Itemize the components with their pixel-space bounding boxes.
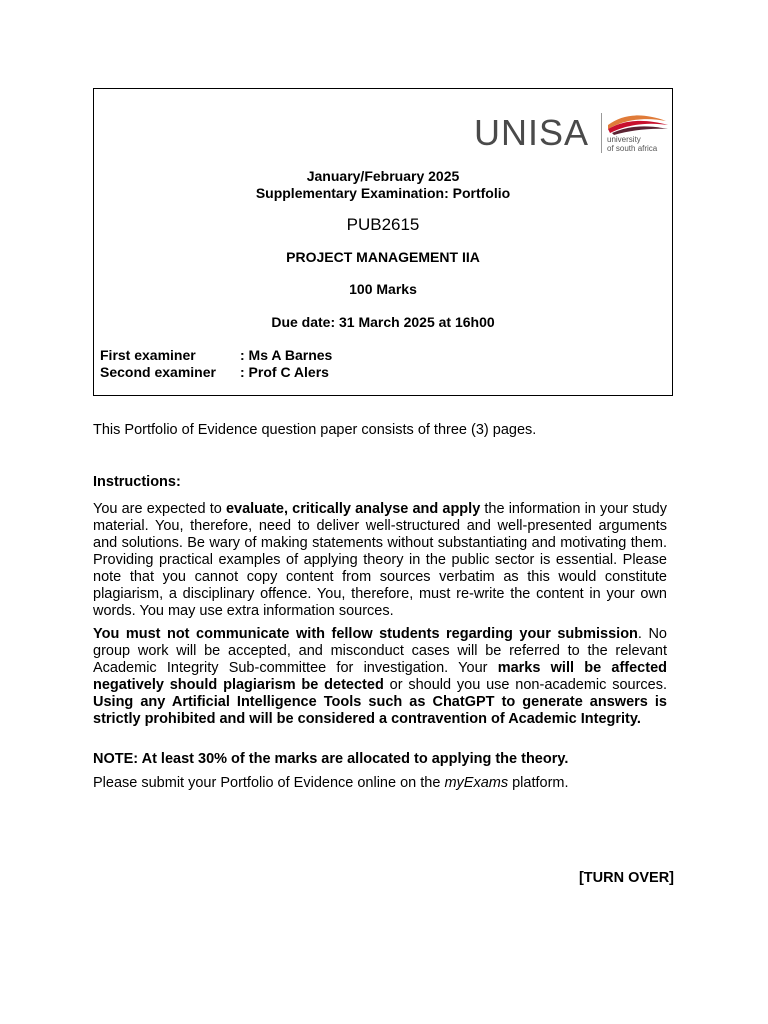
marks-total: 100 Marks xyxy=(349,281,417,297)
myexams-platform-name: myExams xyxy=(444,775,509,791)
examiner-label: First examiner xyxy=(100,347,196,363)
turn-over-label: [TURN OVER] xyxy=(578,870,674,886)
examiner-value: : Prof C Alers xyxy=(240,364,329,380)
logo-swoosh-icon xyxy=(604,111,670,135)
examiner-value: : Ms A Barnes xyxy=(240,347,333,363)
examiner-row xyxy=(100,364,332,381)
module-code-text: PUB2615 xyxy=(346,215,420,234)
exam-session: January/February 2025 xyxy=(306,168,460,184)
module-code xyxy=(94,216,672,233)
p2-emphasis-a: You must not communicate with fellow students regarding your submission xyxy=(93,626,638,642)
logo-divider xyxy=(601,113,602,153)
examiner-label: Second examiner xyxy=(100,364,216,380)
examiner-row xyxy=(100,347,332,364)
module-name: PROJECT MANAGEMENT IIA xyxy=(286,249,480,265)
submit-text-c: platform. xyxy=(508,775,569,791)
instructions-heading: Instructions: xyxy=(93,474,181,490)
logo-tagline-line-2: of south africa xyxy=(607,144,658,153)
note-line: NOTE: At least 30% of the marks are allocated to applying the theory. xyxy=(93,751,569,767)
p2-emphasis-c: marks will be affected negatively should plagiarism be detected xyxy=(93,660,667,693)
cover-box xyxy=(93,88,673,396)
p1-text-a: You are expected to xyxy=(93,501,226,517)
p2-emphasis-e: Using any Artificial Intelligence Tools such as ChatGPT to generate answers is strictly prohibited and will be considered a contravention of Academic Integrity. xyxy=(93,694,667,727)
logo-tagline xyxy=(607,135,657,153)
p2-text-d: or should you use non-academic sources. xyxy=(383,677,667,693)
pages-note: This Portfolio of Evidence question paper consists of three (3) pages. xyxy=(93,422,537,438)
submit-line xyxy=(93,775,667,792)
instructions-paragraph-2 xyxy=(93,626,667,728)
due-date: Due date: 31 March 2025 at 16h00 xyxy=(271,314,495,330)
exam-type: Supplementary Examination: Portfolio xyxy=(255,185,511,201)
examiners-block xyxy=(100,347,332,381)
p1-text-c: the information in your study material. You, therefore, need to deliver well-structured and well-presented arguments and solutions. Be wary of making statements without substantiating and motivating them. Providing practical examples of applying theory in the public sector is essential. Please note that you cannot copy content from sources verbatim as this would constitute plagiarism, a disciplinary offence. You, therefore, must re-write the content in your own words. You may use extra information sources. xyxy=(93,501,667,619)
submit-text-a: Please submit your Portfolio of Evidence online on the xyxy=(93,775,445,791)
instructions-paragraph-1 xyxy=(93,501,667,620)
p2-text-b: . No group work will be accepted, and misconduct cases will be referred to the relevant Academic Integrity Sub-committee for investigation. Your xyxy=(93,626,667,676)
logo-wordmark: UNISA xyxy=(474,112,590,153)
p1-emphasis: evaluate, critically analyse and apply xyxy=(225,501,481,517)
unisa-logo xyxy=(474,109,674,159)
logo-tagline-line-1: university xyxy=(607,135,641,144)
